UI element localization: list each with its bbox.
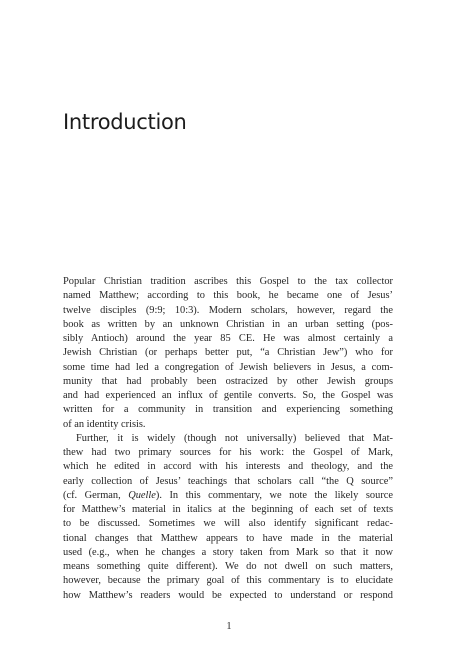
text-line-with-italic bbox=[63, 489, 393, 503]
text-line: for Matthew’s material in italics at the beginning of each set of texts bbox=[63, 504, 393, 515]
text-line: and had experienced an influx of gentile converts. So, the Gospel was bbox=[63, 390, 393, 401]
text-line: however, because the primary goal of this commentary is to elucidate bbox=[63, 575, 393, 587]
text-line: which he edited in accord with his interests and theology, and the bbox=[63, 461, 393, 473]
text-segment: ). In this commentary, we note the likely source bbox=[155, 489, 393, 501]
text-line: munity that had probably been ostracized by other Jewish groups bbox=[63, 375, 393, 387]
body-text bbox=[63, 275, 393, 603]
paragraph-2 bbox=[63, 432, 393, 603]
text-line: sibly Antioch) around the year 85 CE. He was almost certainly a bbox=[63, 333, 393, 344]
text-line: of an identity crisis. bbox=[63, 418, 146, 430]
text-segment: (cf. German, bbox=[63, 489, 129, 501]
page-number: 1 bbox=[226, 621, 232, 632]
text-line: Popular Christian tradition ascribes this Gospel to the tax collector bbox=[63, 276, 393, 287]
text-line: Further, it is widely (though not universally) believed that Mat- bbox=[76, 432, 393, 444]
text-line: Jewish Christian (or perhaps better put, “a Christian Jew”) who for bbox=[63, 347, 393, 359]
text-line: used (e.g., when he changes a story taken from Mark so that it now bbox=[63, 546, 393, 558]
text-line: to be discussed. Sometimes we will also identify significant redac- bbox=[63, 518, 393, 530]
text-line: written for a community in transition and experiencing something bbox=[63, 404, 393, 416]
text-line: tional changes that Matthew appears to have made in the material bbox=[63, 532, 393, 544]
text-line: some time had led a congregation of Jewish believers in Jesus, a com- bbox=[63, 361, 393, 373]
chapter-title: Introduction bbox=[63, 110, 187, 134]
text-line: book as written by an unknown Christian in an urban setting (pos- bbox=[63, 318, 393, 330]
text-line: early collection of Jesus’ teachings that scholars call “the Q source” bbox=[63, 475, 393, 487]
text-line: twelve disciples (9:9; 10:3). Modern scholars, however, regard the bbox=[63, 304, 393, 316]
text-line: means something quite different). We do not dwell on such matters, bbox=[63, 561, 393, 572]
text-line: named Matthew; according to this book, he became one of Jesus’ bbox=[63, 290, 393, 302]
italic-term: Quelle bbox=[128, 489, 156, 501]
text-line: how Matthew’s readers would be expected to understand or respond bbox=[63, 589, 393, 601]
text-line: thew had two primary sources for his work: the Gospel of Mark, bbox=[63, 447, 393, 458]
paragraph-1 bbox=[63, 275, 393, 432]
